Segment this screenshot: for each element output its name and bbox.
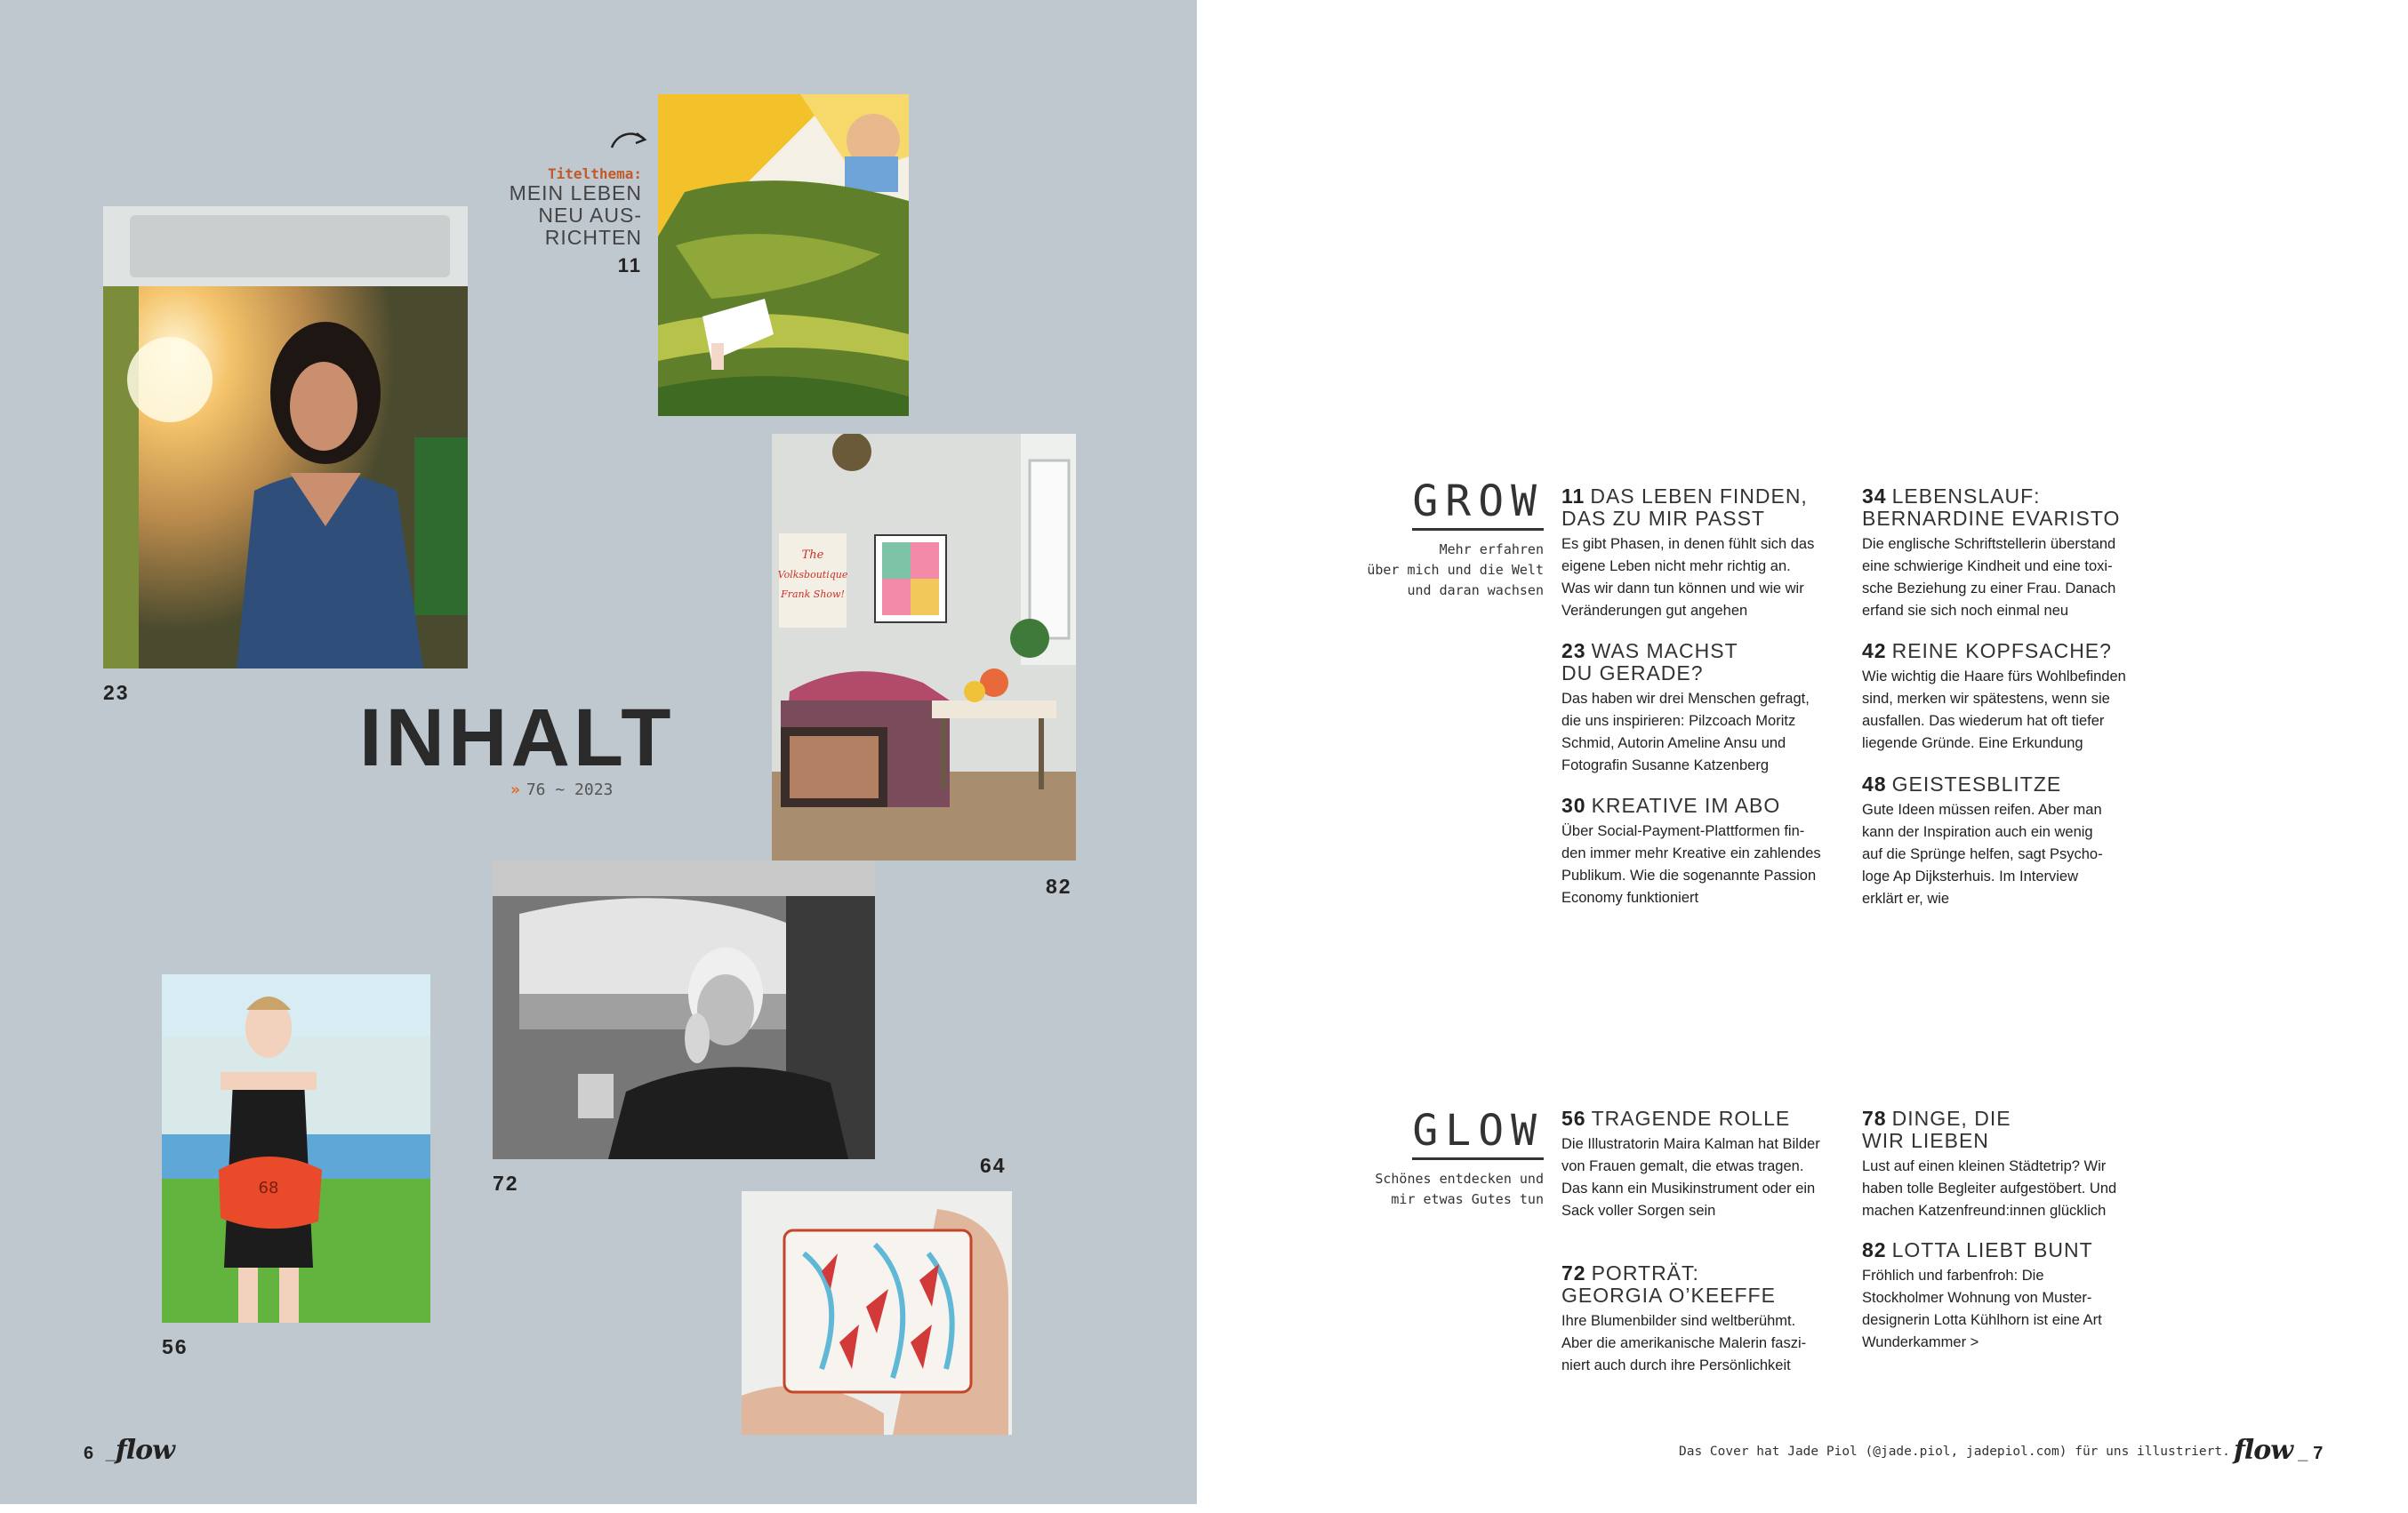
feature-title-line: RICHTEN — [544, 226, 642, 249]
cover-collage-image[interactable] — [658, 94, 909, 416]
feature-title-line: NEU AUS- — [538, 204, 642, 227]
toc-entry-title: 34 LEBENSLAUF: BERNARDINE EVARISTO — [1862, 484, 2121, 530]
painting-caption: 68 — [258, 1179, 279, 1197]
chevron-right-icon: » — [510, 781, 518, 799]
painting-image[interactable] — [162, 974, 430, 1323]
section-desc-line: Mehr erfahren — [1439, 541, 1544, 557]
page-number: 6 — [84, 1444, 94, 1463]
toc-entry-text: Fröhlich und farbenfroh: Die Stockholmer Wohnung von Muster- designerin Lotta Kühlhorn ist eine Art Wunderkammer > — [1862, 1268, 2102, 1350]
curved-arrow-icon — [608, 126, 649, 153]
flow-logo: flow — [115, 1435, 174, 1466]
image-page-number: 82 — [1046, 875, 1072, 898]
toc-entry-text: Die Illustratorin Maira Kalman hat Bilder von Frauen gemalt, die etwas tragen. Das kann ein Musikinstrument oder ein Sack voller Sorgen sein — [1561, 1136, 1820, 1219]
section-grow-title: GROW — [1412, 476, 1544, 531]
toc-entry-text: Es gibt Phasen, in denen fühlt sich das eigene Leben nicht mehr richtig an. Was wir dann tun können und wie wir Veränderungen gut angehen — [1561, 536, 1815, 619]
svg-text:Frank Show!: Frank Show! — [781, 588, 845, 600]
svg-text:The: The — [801, 548, 824, 562]
section-glow-header — [1316, 1106, 1544, 1210]
toc-entry-text: Gute Ideen müssen reifen. Aber man kann der Inspiration auch ein wenig auf die Sprünge helfen, sagt Psycho- loge Ap Dijksterhuis. Im Interview erklärt er, wie — [1862, 802, 2103, 907]
toc-entry[interactable] — [1862, 640, 2155, 755]
section-desc-line: mir etwas Gutes tun — [1391, 1191, 1544, 1207]
issue-number: 76 ~ 2023 — [526, 781, 614, 799]
issue-info — [510, 781, 613, 799]
toc-entry-title: 42 REINE KOPFSACHE? — [1862, 639, 2112, 662]
section-grow-description — [1334, 540, 1544, 601]
toc-entry-title: 78 DINGE, DIE WIR LIEBEN — [1862, 1107, 2011, 1152]
toc-entry-title: 72 PORTRÄT: GEORGIA O’KEEFFE — [1561, 1261, 1776, 1307]
chevron-right-icon: » — [1428, 541, 1434, 557]
toc-entry-text: Ihre Blumenbilder sind weltberühmt. Aber die amerikanische Malerin faszi- niert auch durch ihre Persönlichkeit — [1561, 1313, 1807, 1373]
cover-credit: Das Cover hat Jade Piol (@jade.piol, jadepiol.com) für uns illustriert. — [1679, 1445, 2230, 1459]
toc-entry[interactable] — [1561, 795, 1855, 909]
toc-entry-text: Das haben wir drei Menschen gefragt, die uns inspirieren: Pilzcoach Moritz Schmid, Autorin Ameline Ansu und Fotografin Susanne Katzenberg — [1561, 691, 1810, 773]
section-desc-line: Schönes entdecken und — [1375, 1171, 1544, 1187]
image-page-number: 64 — [980, 1154, 1007, 1177]
chevron-right-icon: » — [1364, 1171, 1370, 1187]
toc-entry[interactable] — [1862, 773, 2155, 910]
toc-entry[interactable] — [1862, 485, 2155, 622]
section-grow-header — [1334, 476, 1544, 601]
toc-entry-title: 56 TRAGENDE ROLLE — [1561, 1107, 1791, 1130]
portrait-car-photo[interactable] — [493, 861, 875, 1159]
page-title: INHALT — [359, 692, 675, 783]
feature-page-number: 11 — [617, 254, 642, 276]
footer-right: flow _ 7 — [2234, 1435, 2324, 1466]
toc-entry-title: 30 KREATIVE IM ABO — [1561, 794, 1781, 817]
feature-kicker: Titelthema: — [548, 165, 642, 182]
toc-entry-title: 82 LOTTA LIEBT BUNT — [1862, 1238, 2093, 1261]
toc-entry-text: Wie wichtig die Haare fürs Wohlbefinden sind, merken wir spätestens, wenn sie ausfallen. Das wiederum hat oft tiefer liegende Gründe. Eine Erkundung — [1862, 668, 2126, 751]
toc-entry-text: Lust auf einen kleinen Städtetrip? Wir haben tolle Begleiter aufgestöbert. Und machen Katzenfreund:innen glücklich — [1862, 1158, 2117, 1219]
toc-entry-title: 48 GEISTESBLITZE — [1862, 773, 2062, 796]
feature-title — [509, 182, 642, 249]
toc-entry[interactable] — [1561, 640, 1855, 777]
feature-title-line: MEIN LEBEN — [509, 181, 642, 204]
footer-left: 6 _flow — [84, 1435, 174, 1466]
toc-entry[interactable] — [1561, 485, 1855, 622]
section-desc-line: und daran wachsen — [1407, 582, 1544, 598]
toc-entry[interactable] — [1561, 1108, 1855, 1222]
woman-car-photo[interactable] — [103, 206, 468, 668]
toc-entry[interactable] — [1561, 1262, 1855, 1377]
flow-logo: flow — [2234, 1435, 2293, 1466]
section-glow-description — [1316, 1169, 1544, 1210]
living-room-photo[interactable] — [772, 434, 1076, 861]
image-page-number: 72 — [493, 1172, 519, 1195]
image-page-number: 56 — [162, 1335, 189, 1358]
page-number: 7 — [2313, 1444, 2324, 1463]
toc-entry[interactable] — [1862, 1108, 2155, 1222]
image-page-number: 23 — [103, 681, 130, 704]
toc-entry-text: Über Social-Payment-Plattformen fin- den immer mehr Kreative ein zahlendes Publikum. Wie die sogenannte Passion Economy funktioniert — [1561, 823, 1821, 906]
toc-entry[interactable] — [1862, 1239, 2155, 1354]
section-desc-line: über mich und die Welt — [1367, 562, 1544, 578]
cover-feature[interactable] — [509, 165, 642, 277]
toc-entry-text: Die englische Schriftstellerin überstand eine schwierige Kindheit und eine toxi- sche Beziehung zu einer Frau. Danach erfand sie sich noch einmal neu — [1862, 536, 2116, 619]
toc-entry-title: 23 WAS MACHST DU GERADE? — [1561, 639, 1738, 684]
section-glow-title: GLOW — [1412, 1106, 1544, 1160]
toc-entry-title: 11 DAS LEBEN FINDEN, DAS ZU MIR PASST — [1561, 484, 1808, 530]
sketchbook-photo[interactable] — [742, 1191, 1012, 1435]
svg-text:Volksboutique: Volksboutique — [777, 569, 848, 580]
